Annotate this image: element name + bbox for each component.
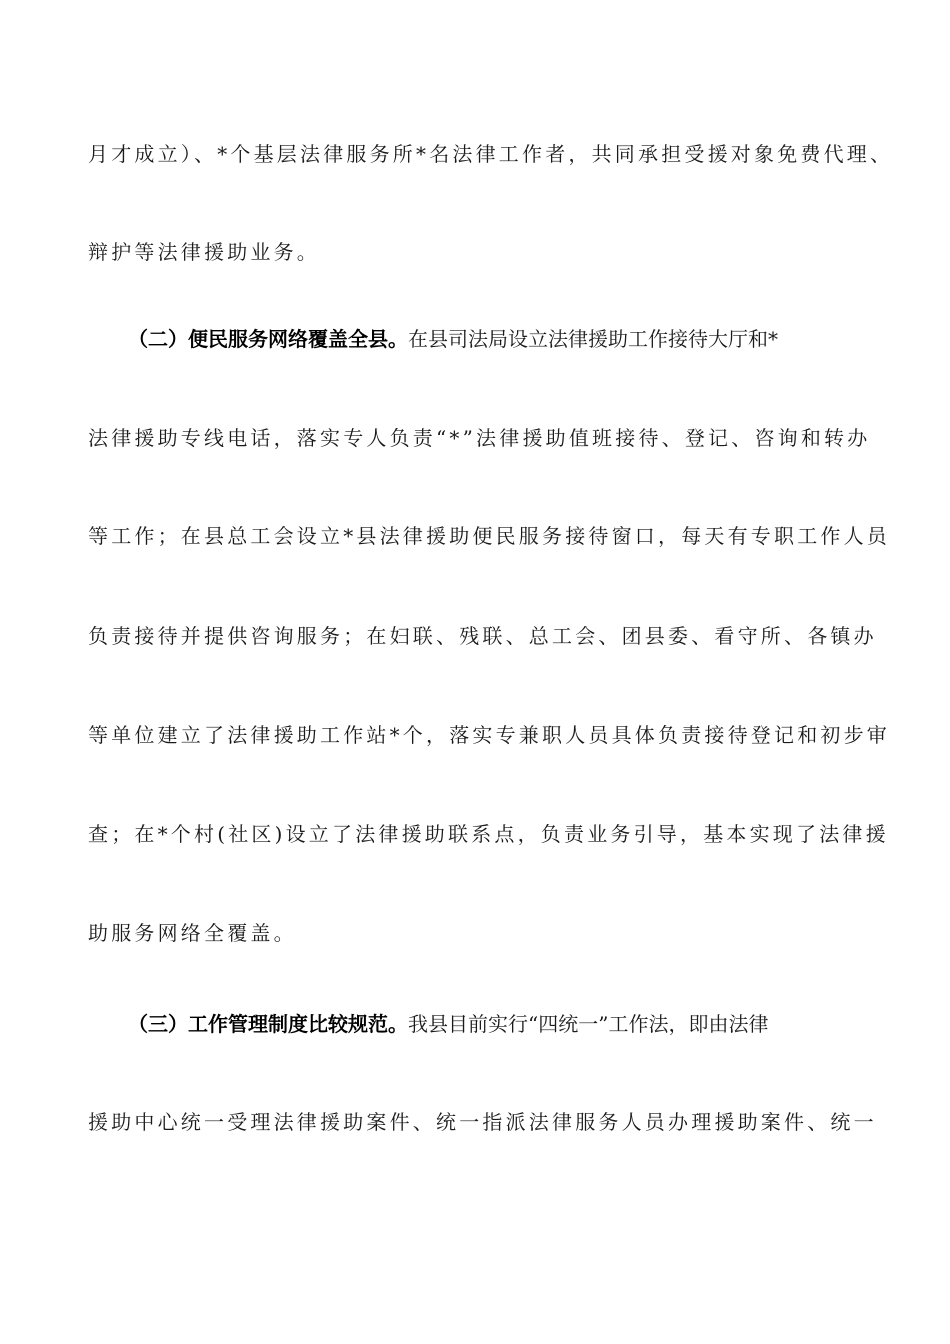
p3-heading: （三）工作管理制度比较规范。 xyxy=(128,1012,408,1036)
p2-heading: （二）便民服务网络覆盖全县。 xyxy=(128,327,408,351)
p1-line-2: 辩护等法律援助业务。 xyxy=(88,240,320,264)
p3-line-2: 援助中心统一受理法律援助案件、统一指派法律服务人员办理援助案件、统一 xyxy=(88,1110,877,1134)
p1-line-1: 月才成立）、*个基层法律服务所*名法律工作者，共同承担受援对象免费代理、 xyxy=(88,142,894,166)
p2-line-4: 负责接待并提供咨询服务；在妇联、残联、总工会、团县委、看守所、各镇办 xyxy=(88,624,877,648)
p3-line-1-text: 我县目前实行“四统一”工作法，即由法律 xyxy=(408,1012,769,1036)
p2-line-5: 等单位建立了法律援助工作站*个，落实专兼职人员具体负责接待登记和初步审 xyxy=(88,723,890,747)
p2-line-7: 助服务网络全覆盖。 xyxy=(88,921,297,945)
p3-line-1 xyxy=(128,1010,928,1038)
p2-line-1-text: 在县司法局设立法律援助工作接待大厅和* xyxy=(408,327,778,351)
p2-line-6: 查；在*个村(社区)设立了法律援助联系点，负责业务引导，基本实现了法律援 xyxy=(88,822,889,846)
p2-line-2: 法律援助专线电话，落实专人负责“*”法律援助值班接待、登记、咨询和转办 xyxy=(88,426,871,450)
p2-line-1 xyxy=(128,325,928,353)
p2-line-3: 等工作；在县总工会设立*县法律援助便民服务接待窗口，每天有专职工作人员 xyxy=(88,524,890,548)
